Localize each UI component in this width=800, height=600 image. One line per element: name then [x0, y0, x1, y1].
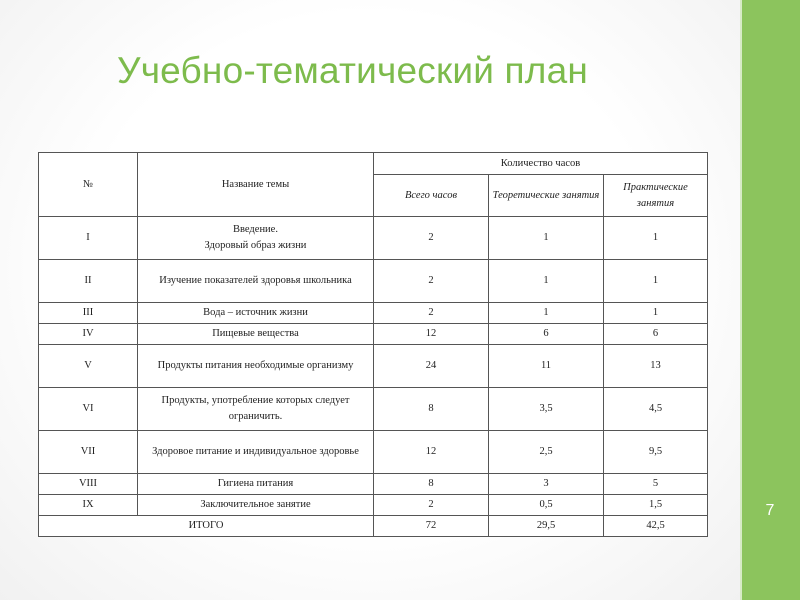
table-total-row: [39, 516, 708, 537]
row-number: III: [39, 303, 138, 324]
row-number: V: [39, 345, 138, 388]
row-total-hours: 8: [374, 474, 489, 495]
row-theory-hours: 3,5: [489, 388, 604, 431]
row-theory-hours: 6: [489, 324, 604, 345]
header-theory: Теоретические занятия: [489, 175, 604, 217]
row-topic: Гигиена питания: [138, 474, 374, 495]
row-practice-hours: 5: [604, 474, 708, 495]
row-total-hours: 12: [374, 431, 489, 474]
table-row: [39, 431, 708, 474]
table-row: [39, 495, 708, 516]
row-topic: [138, 217, 374, 260]
row-practice-hours: 13: [604, 345, 708, 388]
row-number: VIII: [39, 474, 138, 495]
row-number: VI: [39, 388, 138, 431]
row-practice-hours: 1: [604, 260, 708, 303]
table-row: [39, 388, 708, 431]
row-theory-hours: 1: [489, 303, 604, 324]
row-practice-hours: 1: [604, 303, 708, 324]
row-theory-hours: 2,5: [489, 431, 604, 474]
row-practice-hours: 6: [604, 324, 708, 345]
row-topic: Изучение показателей здоровья школьника: [138, 260, 374, 303]
row-practice-hours: 1: [604, 217, 708, 260]
table-row: [39, 324, 708, 345]
row-topic: Продукты, употребление которых следует ограничить.: [138, 388, 374, 431]
header-total-hours: Всего часов: [374, 175, 489, 217]
curriculum-table: [38, 152, 708, 537]
row-topic: Продукты питания необходимые организму: [138, 345, 374, 388]
row-theory-hours: 3: [489, 474, 604, 495]
total-label: ИТОГО: [39, 516, 374, 537]
table-header-row: [39, 153, 708, 175]
table-row: [39, 260, 708, 303]
row-total-hours: 2: [374, 217, 489, 260]
row-practice-hours: 4,5: [604, 388, 708, 431]
row-number: I: [39, 217, 138, 260]
row-number: II: [39, 260, 138, 303]
total-practice-hours: 42,5: [604, 516, 708, 537]
total-hours: 72: [374, 516, 489, 537]
row-total-hours: 24: [374, 345, 489, 388]
header-practice: Практические занятия: [604, 175, 708, 217]
row-topic: Здоровое питание и индивидуальное здоровье: [138, 431, 374, 474]
row-topic: Вода – источник жизни: [138, 303, 374, 324]
row-theory-hours: 1: [489, 217, 604, 260]
row-total-hours: 12: [374, 324, 489, 345]
row-number: VII: [39, 431, 138, 474]
total-theory-hours: 29,5: [489, 516, 604, 537]
row-topic-text: Введение. Здоровый образ жизни: [204, 224, 307, 251]
row-total-hours: 2: [374, 495, 489, 516]
row-topic: Пищевые вещества: [138, 324, 374, 345]
table-row: [39, 303, 708, 324]
header-hours: Количество часов: [374, 153, 708, 175]
row-total-hours: 2: [374, 260, 489, 303]
table-row: [39, 217, 708, 260]
row-number: IX: [39, 495, 138, 516]
row-theory-hours: 11: [489, 345, 604, 388]
row-theory-hours: 1: [489, 260, 604, 303]
row-theory-hours: 0,5: [489, 495, 604, 516]
header-number: №: [39, 153, 138, 217]
table-row: [39, 474, 708, 495]
row-practice-hours: 1,5: [604, 495, 708, 516]
header-topic: Название темы: [138, 153, 374, 217]
row-total-hours: 2: [374, 303, 489, 324]
row-practice-hours: 9,5: [604, 431, 708, 474]
page-title: Учебно-тематический план: [117, 50, 588, 91]
row-topic: Заключительное занятие: [138, 495, 374, 516]
row-total-hours: 8: [374, 388, 489, 431]
table-row: [39, 345, 708, 388]
page-number: 7: [765, 502, 775, 519]
row-number: IV: [39, 324, 138, 345]
